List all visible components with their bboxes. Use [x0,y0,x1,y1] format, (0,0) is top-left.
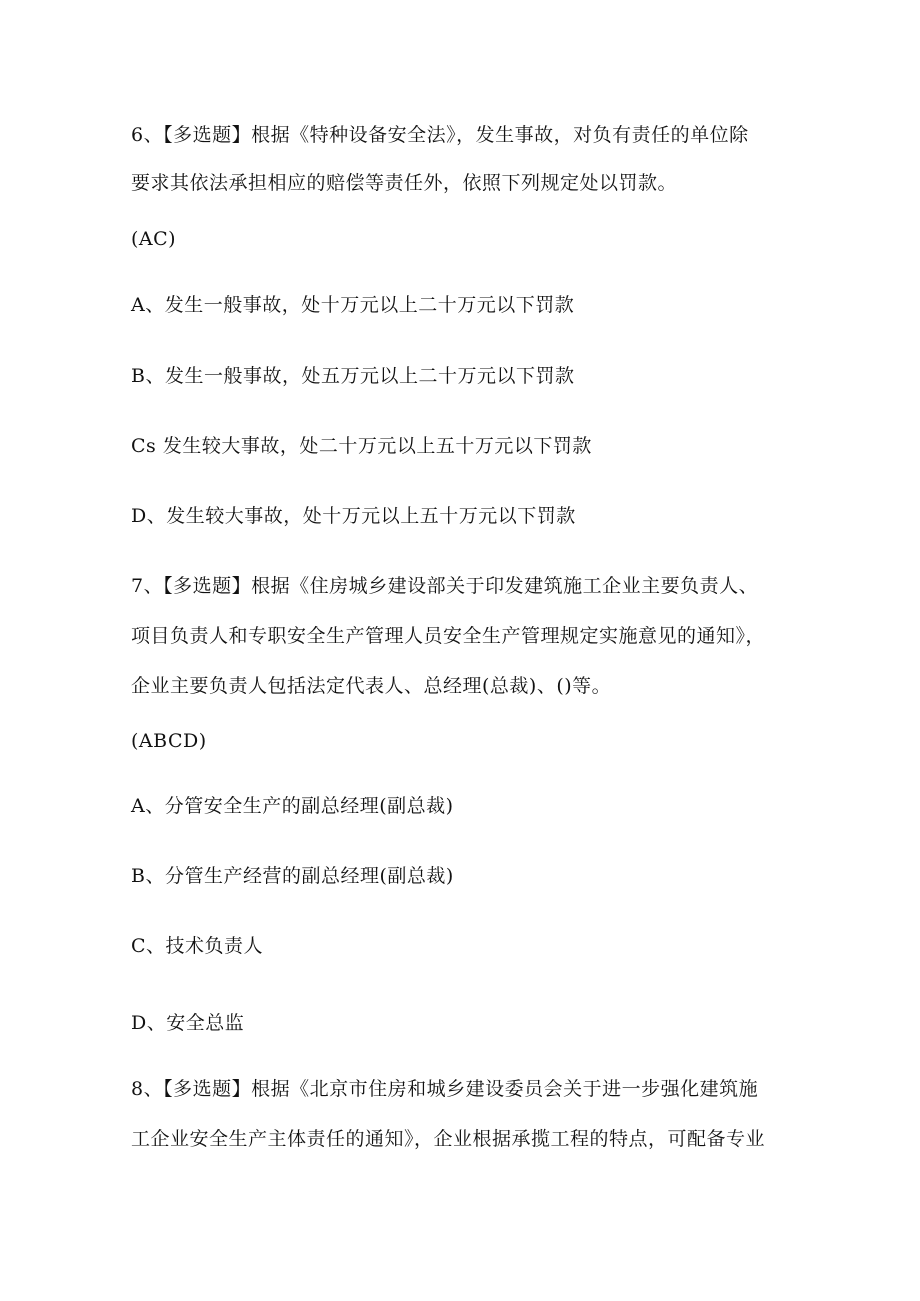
q6-option-a: A、发生一般事故，处十万元以上二十万元以下罚款 [131,294,575,316]
q6-option-c: Cs 发生较大事故，处二十万元以上五十万元以下罚款 [131,435,592,457]
q6-option-d: D、发生较大事故，处十万元以上五十万元以下罚款 [131,505,576,527]
q7-option-d: D、安全总监 [131,1012,245,1034]
q8-stem-line-2: 工企业安全生产主体责任的通知》，企业根据承揽工程的特点，可配备专业 [131,1128,766,1150]
q6-option-b: B、发生一般事故，处五万元以上二十万元以下罚款 [131,365,575,387]
q7-option-b: B、分管生产经营的副总经理(副总裁) [131,865,454,887]
q8-stem-line-1: 8、【多选题】根据《北京市住房和城乡建设委员会关于进一步强化建筑施 [131,1078,759,1100]
q6-stem-line-2: 要求其依法承担相应的赔偿等责任外，依照下列规定处以罚款。 [131,172,678,194]
q7-stem-line-1: 7、【多选题】根据《住房城乡建设部关于印发建筑施工企业主要负责人、 [131,575,759,597]
q7-stem-line-2: 项目负责人和专职安全生产管理人员安全生产管理规定实施意见的通知》， [131,625,766,647]
q6-answer: (AC) [131,228,177,250]
q6-stem-line-1: 6、【多选题】根据《特种设备安全法》，发生事故，对负有责任的单位除 [131,124,749,146]
q7-answer: (ABCD) [131,730,207,752]
q7-option-c: C、技术负责人 [131,935,264,957]
q7-stem-line-3: 企业主要负责人包括法定代表人、总经理(总裁)、()等。 [131,675,612,697]
q7-option-a: A、分管安全生产的副总经理(副总裁) [131,795,454,817]
